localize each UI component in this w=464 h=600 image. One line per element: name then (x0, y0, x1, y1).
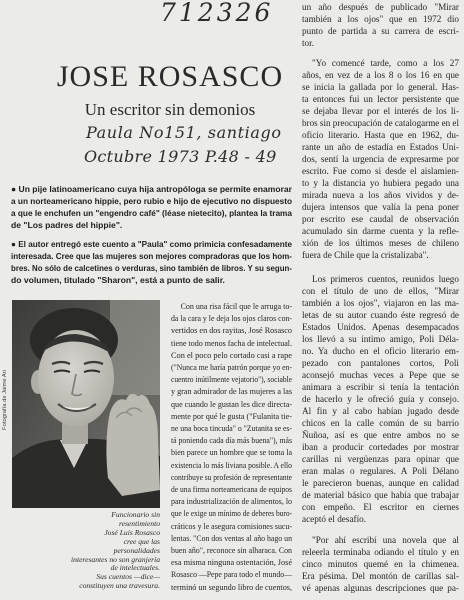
article-subtitle: Un escritor sin demonios (84, 100, 256, 119)
text-line: aceptó el desafío. (302, 514, 367, 524)
text-line: le parecieron buenas, aunque en calidad (302, 478, 459, 488)
text-line: iban a producir cortedades por mostrar (302, 442, 459, 452)
text-line: do volumen, titulado "Sharon", está a punto de salir. (11, 275, 225, 285)
text-line: de material básico que había que trabajar (302, 490, 459, 500)
text-line: cinco minutos quemé en la chimenea. (302, 559, 459, 569)
paragraph (302, 273, 459, 525)
paragraph (171, 301, 292, 594)
text-line: buen año", reconoce sin alharaca. Con (171, 546, 292, 556)
text-line: también a los ojos" que en 1972 dio (302, 14, 459, 24)
text-line: Funcionario sin (111, 510, 160, 519)
text-line: se dejaba llevar por el interés de los li- (302, 106, 459, 116)
text-line: aconsejó muchas veces a Pepe que se (302, 370, 459, 380)
text-line: terminó un segundo libro de cuentos, (171, 582, 292, 592)
photo-credit: Fotografía de Jaime Ari (2, 370, 8, 430)
paragraph (302, 534, 459, 594)
text-line: mente por qué le gusta ("Fulanita tie- (171, 411, 292, 421)
caption-text (60, 511, 160, 591)
text-line: mirada nueva a los años vividos y de- (302, 190, 459, 200)
article-title: JOSE ROSASCO (56, 60, 284, 93)
text-line: no. Ya ducho en el oficio literario em- (302, 346, 459, 356)
lead-paragraph (11, 183, 292, 231)
text-line: Los primeros cuentos, reunidos luego (312, 274, 459, 284)
text-line: carillas ni vergüenzas para opinar que (302, 454, 459, 464)
text-line: ● El autor entregó este cuento a "Paula" como primicia confesadamente (11, 239, 292, 249)
text-line: y gran admirador de las mujeres a las (171, 387, 292, 397)
text-line: interesantes no son granjería (71, 554, 160, 564)
text-line: tá poniendo cada día más buena"), más (171, 436, 292, 446)
text-line: to y la distancia yo hubiera pegado una (302, 178, 459, 188)
handwritten-source-publication: Paula No151, santiago (86, 123, 282, 142)
paragraph (302, 1, 459, 49)
text-line: fuera de Chile que la cristalizaba". (302, 250, 429, 260)
text-line: Era pésima. Del montón de carillas sal- (302, 571, 459, 581)
text-line: resentimiento (118, 518, 160, 528)
text-line: chicos en la calle común de su barrio (302, 418, 459, 428)
text-line: ne una boca tincuda" o "Zutanita se es- (171, 424, 292, 434)
text-line: años, en vez de a los 8 o los 16 en que (302, 70, 459, 80)
text-line: letas de su autor cuando éste regresó de (302, 310, 459, 320)
text-line: tor. (302, 38, 314, 48)
text-line: para industrialización de alimentos, lo (171, 497, 292, 507)
text-line: constituyen una travesura. (79, 581, 160, 591)
right-column (302, 0, 459, 600)
text-line: José Luis Rosasco (104, 527, 160, 537)
text-line: ta entonces fui un lector persistente que (302, 94, 459, 104)
text-line: a que le enchufen un "engendro café" (léase nietecito), plantea la trama (11, 208, 292, 218)
text-line: personalidades (113, 545, 160, 555)
text-line: da la cara y le deja los ojos claros con- (171, 314, 292, 324)
text-line: a un norteamericano hippie, pero rubio e hijo de ejecutivo no dispuesto (11, 196, 292, 206)
text-line: bien parece un hombre que se toma la (171, 448, 292, 458)
text-line: tiene todo menos facha de intelectual. (171, 338, 292, 348)
text-line: cree que las (123, 536, 160, 546)
text-line: de una firma norteamericana de equipos (171, 485, 292, 495)
text-line: releerla terminaba odiando el título y en (302, 547, 459, 557)
text-line: pezado con pantalones cortos, Poli (302, 358, 459, 368)
text-line: Con el poco pelo cortado casi a rape (171, 350, 292, 360)
text-line: de hacerlo y le ofreció guía y consejo. (302, 394, 459, 404)
text-line: por escrito ese caudal de observación (302, 214, 459, 224)
text-line: oficio literario. Hasta que en 1962, du- (302, 130, 459, 140)
text-line: cuentro inútilmente vejatorio"), sociable (171, 375, 292, 385)
photo-caption (60, 511, 160, 591)
text-line: Al fin y al cabo habían jugado desde (302, 406, 459, 416)
text-line: ● Un pije latinoamericano cuya hija antropóloga se permite enamorar (11, 184, 292, 194)
text-line: lentas. "Con dos ventas al año hago un (171, 533, 292, 543)
text-line: esa misma ninguna ostentación, José (171, 558, 292, 568)
text-line: se inicia la gallada por lo general. Has- (302, 82, 459, 92)
text-line: escrito. Fue como si desde el aislamien- (302, 166, 459, 176)
text-line: Sus cuentos —dice— (96, 572, 160, 582)
text-line: "Yo comencé tarde, como a los 27 (312, 58, 459, 68)
archive-number: 712326 (160, 0, 274, 27)
text-line: cráticos y le asegura comisiones sucu- (171, 521, 292, 531)
text-line: punto de partida a su carrera de escri- (302, 26, 459, 36)
text-line: vé apenas algunas descripciones que pa- (302, 583, 459, 593)
text-line: Ñuñoa, así es que entre ambos no se (302, 430, 459, 440)
text-line: Con una risa fácil que le arruga to- (180, 302, 292, 311)
text-line: "Por ahí escribí una novela que al (312, 535, 459, 545)
middle-column (171, 301, 292, 594)
text-line: xión de los últimos meses de chileno (302, 238, 459, 248)
text-line: que le exige un mínimo de deberes buro- (171, 509, 292, 519)
lead-paragraph (11, 238, 292, 286)
text-line: dujera intensos que valía la pena poner (302, 202, 459, 212)
text-line: vertidos en dos rayitas, José Rosasco (171, 326, 292, 336)
text-line: ("Nunca me haría patrón porque yo en- (171, 363, 292, 373)
text-line: de "Los padres del hippie". (11, 220, 123, 230)
text-line: con empeño. El escritor en ciernes (302, 502, 459, 512)
handwritten-source-date-pages: Octubre 1973 P.48 - 49 (84, 147, 277, 166)
text-line: acumulado sin darme cuenta y la refle- (302, 226, 459, 236)
lead-paragraphs (11, 183, 292, 286)
text-line: que cuando le gustan les dice directa- (171, 399, 292, 409)
text-line: Rosasco —Pepe para todo el mundo— (171, 570, 292, 580)
text-line: también a los ojos", viajaron en las ma- (302, 298, 459, 308)
text-line: existencia lo más liviana posible. A ello (171, 460, 292, 470)
text-line: bres. No sólo de calcetines o verduras, sino también de libros. Y su segun- (11, 263, 292, 273)
text-line: los llevó a su íntimo amigo, Poli Déla- (302, 334, 459, 344)
text-line: interesada. Cree que las mujeres son mejores compradoras que los hom- (11, 251, 292, 261)
text-line: con el título de uno de ellos, "Mirar (302, 286, 459, 296)
text-line: eran malas o regulares. A Poli Délano (302, 466, 459, 476)
text-line: bros sin preocupación de catalogarme en el (302, 118, 459, 128)
text-line: de intelectuales. (110, 563, 160, 573)
text-line: un año después de publicado "Mirar (302, 2, 459, 12)
text-line: dos, sentí la urgencia de expresarme por (302, 154, 459, 164)
text-line: Estados Unidos. Apenas desempacados (302, 322, 459, 332)
text-line: animara a escribir si tenía la tentación (302, 382, 459, 392)
text-line: rante un año de estadía en Estados Uni- (302, 142, 459, 152)
author-photo (12, 300, 160, 508)
paragraph (302, 57, 459, 261)
text-line: contribuye su profesión de representante (171, 472, 292, 482)
